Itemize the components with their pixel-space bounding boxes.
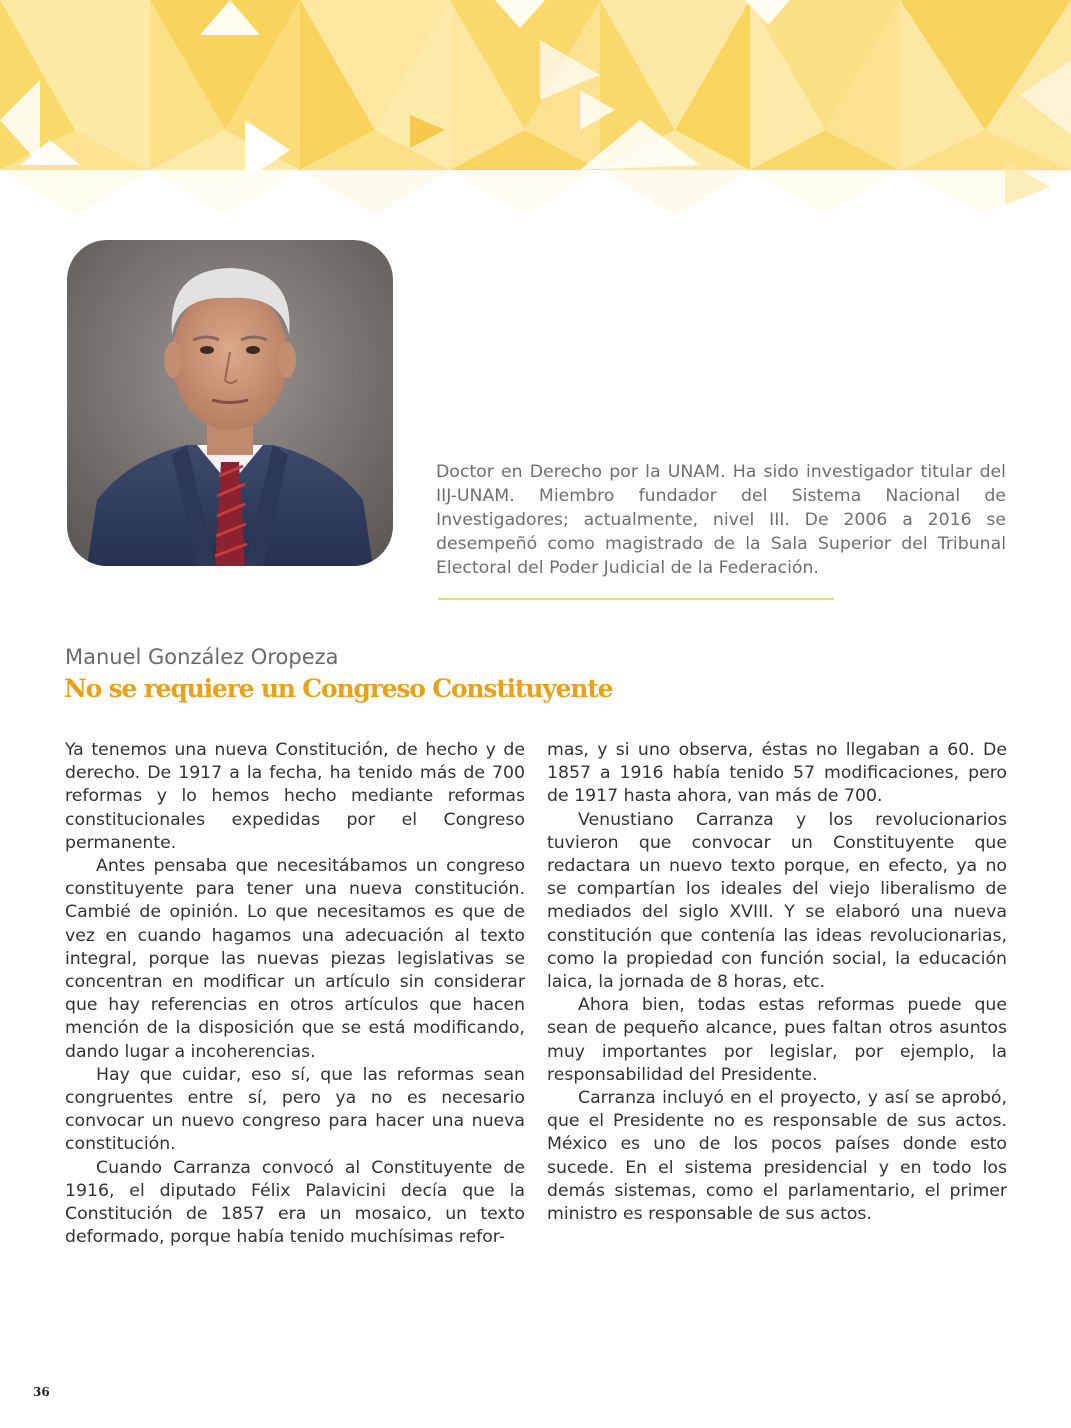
author-portrait-photo bbox=[67, 240, 393, 566]
paragraph: Cuando Carranza convocó al Constituyente de 1916, el diputado Félix Palavicini decía que la Constitución de 1857 era un mosaico, un texto deformado, porque había tenido muchísimas refor- bbox=[65, 1157, 525, 1248]
article-title: No se requiere un Congreso Constituyente bbox=[64, 674, 613, 703]
decorative-geometric-banner bbox=[0, 0, 1071, 215]
paragraph: Ya tenemos una nueva Constitución, de hecho y de derecho. De 1917 a la fecha, ha tenido más de 700 reformas y lo hemos hecho mediante reformas constitucionales expedidas por el Congreso permanente. bbox=[65, 740, 525, 853]
article-column-left bbox=[65, 739, 525, 1249]
paragraph: Ahora bien, todas estas reformas puede que sean de pequeño alcance, pues faltan otros asuntos muy importantes por legislar, por ejemplo, la responsabilidad del Presidente. bbox=[547, 995, 1007, 1085]
bio-divider-rule bbox=[438, 598, 834, 600]
page-number: 36 bbox=[33, 1385, 50, 1399]
paragraph: Hay que cuidar, eso sí, que las reformas sean congruentes entre sí, pero ya no es necesario convocar un nuevo congreso para hacer una nueva constitución. bbox=[65, 1064, 525, 1155]
article-column-right bbox=[547, 739, 1007, 1226]
paragraph: Antes pensaba que necesitábamos un congreso constituyente para tener una nueva constitución. Cambié de opinión. Lo que necesitamos es que de vez en cuando hagamos una adecuación al texto integral, porque las nuevas piezas legislativas se concentran en modificar un artículo sin considerar que hay referencias en otros artículos que hacen mención de la disposición que se está modificando, dando lugar a incoherencias. bbox=[65, 856, 525, 1062]
paragraph: mas, y si uno observa, éstas no llegaban a 60. De 1857 a 1916 había tenido 57 modificaciones, pero de 1917 hasta ahora, van más de 700. bbox=[547, 740, 1007, 807]
paragraph: Carranza incluyó en el proyecto, y así se aprobó, que el Presidente no es responsable de sus actos. México es uno de los pocos países donde esto sucede. En el sistema presidencial y en todo los demás sistemas, como el parlamentario, el primer ministro es responsable de sus actos. bbox=[547, 1088, 1007, 1225]
author-name: Manuel González Oropeza bbox=[65, 645, 339, 669]
author-bio: Doctor en Derecho por la UNAM. Ha sido investigador titular del IIJ-UNAM. Miembro fundador del Sistema Nacional de Investigadores; actualmente, nivel III. De 2006 a 2016 se desempeñó como magistrado de la Sala Superior del Tribunal Electoral del Poder Judicial de la Federación. bbox=[436, 462, 1006, 578]
paragraph: Venustiano Carranza y los revolucionarios tuvieron que convocar un Constituyente que redactara un nuevo texto porque, en efecto, ya no se compartían los ideales del viejo liberalismo de mediados del siglo XVIII. Y se elaboró una nueva constitución que contenía las ideas revolucionarias, como la propiedad con función social, la educación laica, la jornada de 8 horas, etc. bbox=[547, 809, 1007, 993]
